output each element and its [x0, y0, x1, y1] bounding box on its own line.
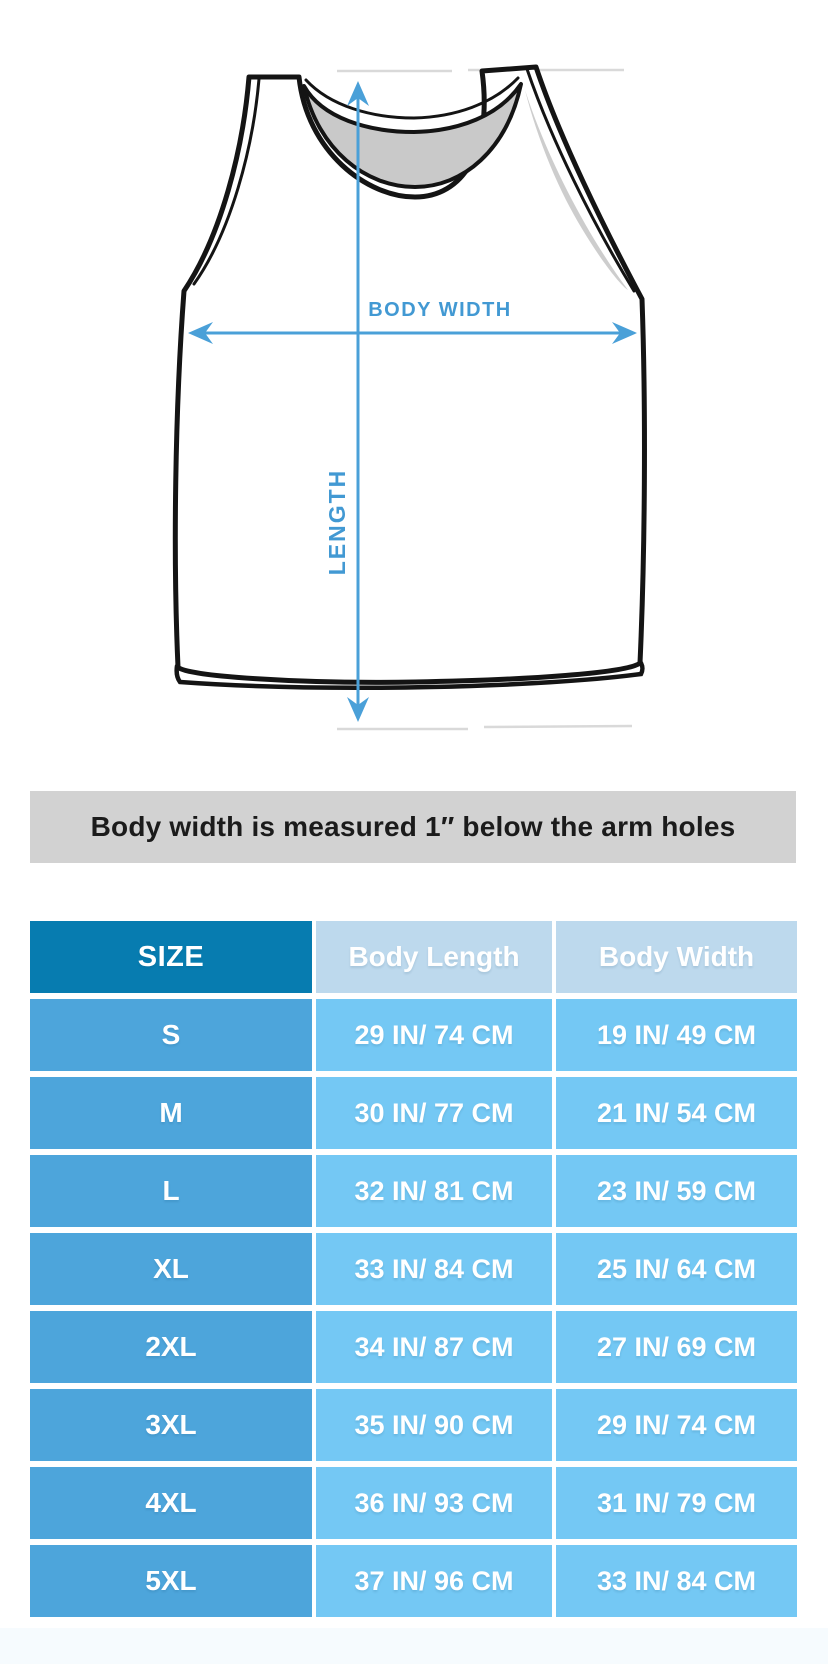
measurement-note-text: Body width is measured 1″ below the arm holes [90, 811, 736, 842]
body-width-cell: 23 IN/ 59 CM [556, 1155, 797, 1227]
measurement-note-banner [30, 791, 796, 863]
size-cell: 3XL [30, 1389, 312, 1461]
size-cell: XL [30, 1233, 312, 1305]
size-cell: 5XL [30, 1545, 312, 1617]
table-header-body-length: Body Length [316, 921, 552, 993]
body-length-cell: 30 IN/ 77 CM [316, 1077, 552, 1149]
size-cell: S [30, 999, 312, 1071]
body-length-cell: 37 IN/ 96 CM [316, 1545, 552, 1617]
size-cell: M [30, 1077, 312, 1149]
size-cell: 4XL [30, 1467, 312, 1539]
tank-top-diagram [0, 0, 828, 770]
body-width-cell: 19 IN/ 49 CM [556, 999, 797, 1071]
body-length-cell: 33 IN/ 84 CM [316, 1233, 552, 1305]
table-header-size: SIZE [30, 921, 312, 993]
body-width-cell: 25 IN/ 64 CM [556, 1233, 797, 1305]
body-length-cell: 35 IN/ 90 CM [316, 1389, 552, 1461]
body-length-cell: 32 IN/ 81 CM [316, 1155, 552, 1227]
size-table [30, 921, 797, 1617]
body-length-cell: 29 IN/ 74 CM [316, 999, 552, 1071]
body-width-cell: 29 IN/ 74 CM [556, 1389, 797, 1461]
footer-strip [0, 1628, 828, 1664]
size-cell: 2XL [30, 1311, 312, 1383]
body-width-cell: 33 IN/ 84 CM [556, 1545, 797, 1617]
body-length-cell: 36 IN/ 93 CM [316, 1467, 552, 1539]
table-header-body-width: Body Width [556, 921, 797, 993]
length-label: LENGTH [324, 468, 350, 576]
body-width-cell: 27 IN/ 69 CM [556, 1311, 797, 1383]
body-width-cell: 21 IN/ 54 CM [556, 1077, 797, 1149]
body-width-cell: 31 IN/ 79 CM [556, 1467, 797, 1539]
size-cell: L [30, 1155, 312, 1227]
body-length-cell: 34 IN/ 87 CM [316, 1311, 552, 1383]
body-width-label: BODY WIDTH [368, 299, 512, 321]
